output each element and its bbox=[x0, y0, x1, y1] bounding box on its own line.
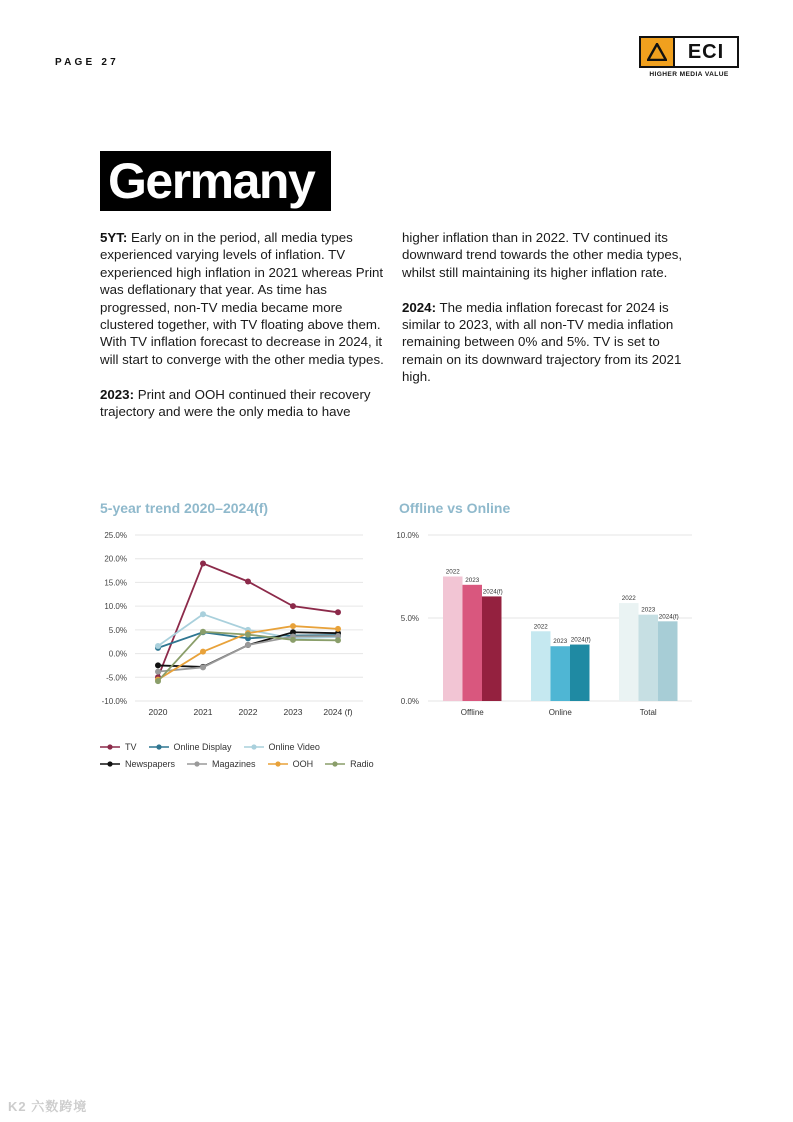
legend-item bbox=[149, 742, 232, 752]
y-tick-label: 5.0% bbox=[108, 625, 127, 635]
bar-chart-title: Offline vs Online bbox=[399, 500, 511, 516]
data-point bbox=[155, 678, 161, 684]
x-tick-label: Offline bbox=[460, 708, 484, 717]
data-point bbox=[290, 603, 296, 609]
bar-label: 2024(f) bbox=[482, 588, 503, 596]
watermark: K2 六数跨境 bbox=[8, 1099, 88, 1114]
legend-label: Online Display bbox=[173, 741, 232, 752]
bar bbox=[619, 603, 639, 701]
legend-swatch bbox=[244, 743, 264, 751]
x-tick-label: 2020 bbox=[148, 707, 168, 717]
x-tick-label: 2022 bbox=[238, 707, 258, 717]
legend-swatch-dot bbox=[107, 761, 112, 766]
data-point bbox=[200, 649, 206, 655]
bar-label: 2022 bbox=[533, 623, 548, 631]
paragraph-2024: 2024: The media inflation forecast for 2024 is similar to 2023, with all non-TV media inflation remaining between 0% and 5%. TV is set to remain on its downward trajectory from its 2021 high. bbox=[402, 299, 682, 385]
line-chart-legend bbox=[100, 738, 386, 772]
body-column-right bbox=[402, 229, 702, 403]
legend-label: Online Video bbox=[268, 741, 320, 752]
data-point bbox=[290, 637, 296, 643]
data-point bbox=[335, 609, 341, 615]
legend-label: OOH bbox=[292, 758, 314, 769]
paragraph-2023-continued: higher inflation than in 2022. TV continued its downward trend towards the other media types, whilst still maintaining its higher inflation rate. bbox=[402, 230, 683, 280]
y-tick-label: 25.0% bbox=[104, 531, 127, 540]
line-chart bbox=[95, 525, 375, 725]
y-tick-label: 10.0% bbox=[396, 531, 419, 540]
paragraph-2023: 2023: Print and OOH continued their recovery trajectory and were the only media to have bbox=[100, 386, 371, 420]
bar bbox=[658, 621, 678, 701]
data-point bbox=[200, 664, 206, 670]
bar-label: 2022 bbox=[445, 568, 460, 576]
data-point bbox=[335, 626, 341, 632]
legend-swatch-dot bbox=[332, 761, 337, 766]
bar-label: 2022 bbox=[621, 595, 636, 603]
bar-chart bbox=[390, 525, 700, 725]
legend-label: Newspapers bbox=[125, 758, 176, 769]
x-tick-label: Online bbox=[548, 708, 572, 717]
data-point bbox=[245, 578, 251, 584]
bar-label: 2024(f) bbox=[570, 636, 591, 644]
line-chart-title: 5-year trend 2020–2024(f) bbox=[100, 500, 269, 516]
legend-swatch bbox=[100, 760, 120, 768]
legend-swatch-dot bbox=[156, 744, 161, 749]
legend-swatch bbox=[100, 743, 120, 751]
data-point bbox=[200, 560, 206, 566]
legend-label: Magazines bbox=[212, 758, 256, 769]
legend-item bbox=[325, 759, 374, 769]
data-point bbox=[155, 669, 161, 675]
eci-logo bbox=[639, 36, 739, 78]
data-point bbox=[245, 632, 251, 638]
x-tick-label: Total bbox=[639, 708, 657, 717]
y-tick-label: 10.0% bbox=[104, 602, 127, 612]
bar-label: 2023 bbox=[641, 606, 656, 614]
legend-swatch-dot bbox=[107, 744, 112, 749]
y-tick-label: 0.0% bbox=[108, 649, 127, 659]
legend-label: TV bbox=[125, 741, 137, 752]
logo-brand: ECI bbox=[687, 40, 725, 63]
legend-swatch bbox=[149, 743, 169, 751]
bar bbox=[639, 615, 659, 701]
bar-label: 2023 bbox=[465, 576, 480, 584]
body-column-left bbox=[100, 229, 396, 438]
legend-item bbox=[187, 759, 256, 769]
page-number: PAGE 27 bbox=[55, 57, 119, 68]
y-tick-label: 5.0% bbox=[400, 614, 419, 623]
legend-swatch bbox=[187, 760, 207, 768]
triangle-icon bbox=[647, 43, 667, 61]
legend-item bbox=[100, 742, 137, 752]
bar bbox=[443, 577, 463, 702]
y-tick-label: -10.0% bbox=[101, 697, 127, 706]
y-tick-label: 20.0% bbox=[104, 554, 127, 564]
bar-label: 2024(f) bbox=[658, 613, 679, 621]
bar bbox=[531, 631, 551, 701]
bar bbox=[551, 646, 571, 701]
x-tick-label: 2021 bbox=[193, 707, 213, 717]
legend-item bbox=[268, 759, 314, 769]
legend-item bbox=[100, 759, 175, 769]
y-tick-label: 15.0% bbox=[104, 578, 127, 588]
data-point bbox=[155, 643, 161, 649]
bar-label: 2023 bbox=[553, 638, 568, 646]
legend-item bbox=[244, 742, 320, 752]
legend-swatch-dot bbox=[251, 744, 256, 749]
data-point bbox=[290, 623, 296, 629]
x-tick-label: 2023 bbox=[283, 707, 303, 717]
data-point bbox=[200, 611, 206, 617]
logo-tagline: HIGHER MEDIA VALUE bbox=[649, 71, 729, 78]
legend-swatch bbox=[325, 760, 345, 768]
data-point bbox=[245, 642, 251, 648]
page-title: Germany bbox=[100, 151, 331, 211]
paragraph-5yt: 5YT: Early on in the period, all media types experienced varying levels of inflation. TV experienced high inflation in 2021 whereas Print was deflationary that year. As time has progressed, non-TV media became more clustered together, with TV floating above them. With TV inflation forecast to decrease in 2024, it will start to converge with the other media types. bbox=[100, 230, 384, 367]
data-point bbox=[335, 637, 341, 643]
y-tick-label: 0.0% bbox=[400, 697, 419, 706]
bar bbox=[570, 645, 590, 701]
bar bbox=[482, 596, 502, 701]
legend-label: Radio bbox=[350, 758, 374, 769]
legend-swatch-dot bbox=[194, 761, 199, 766]
data-point bbox=[155, 662, 161, 668]
bar bbox=[463, 585, 483, 701]
x-tick-label: 2024 (f) bbox=[323, 707, 353, 717]
legend-swatch bbox=[268, 760, 288, 768]
legend-swatch-dot bbox=[275, 761, 280, 766]
data-point bbox=[200, 629, 206, 635]
y-tick-label: -5.0% bbox=[106, 673, 127, 683]
